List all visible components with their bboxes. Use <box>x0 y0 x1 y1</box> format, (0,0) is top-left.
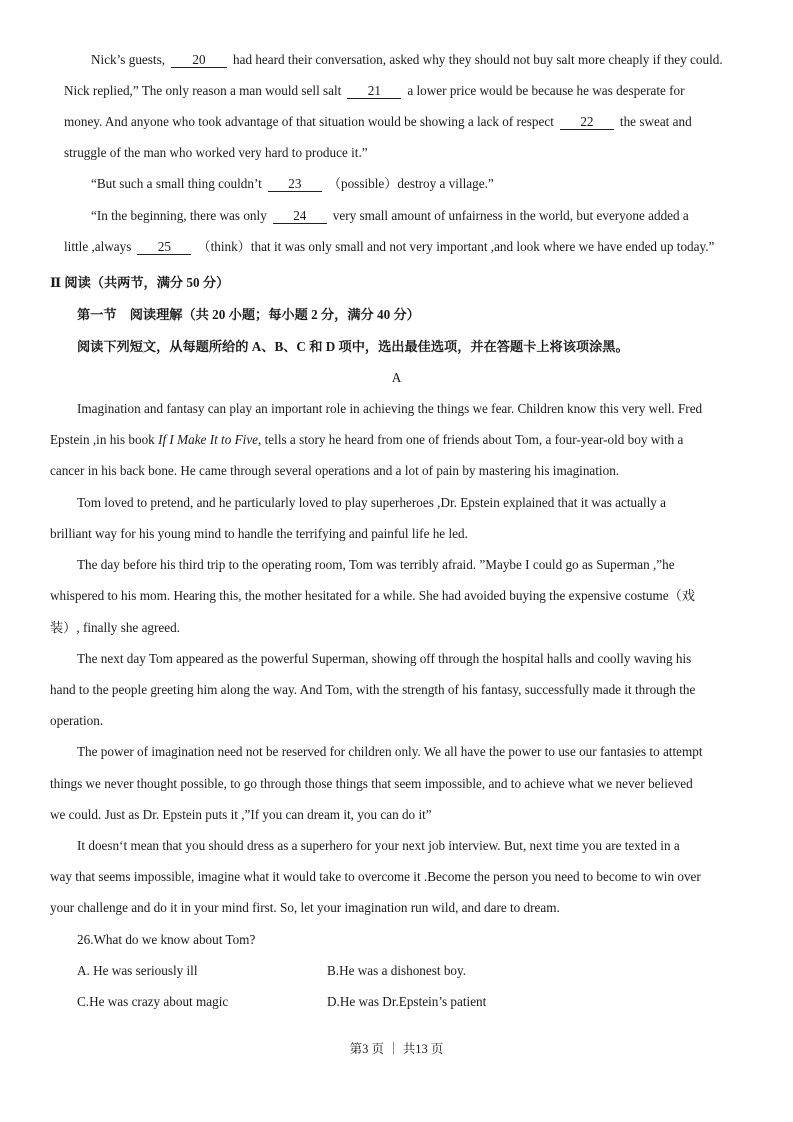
option-b: B.He was a dishonest boy. <box>327 963 467 978</box>
blank-21: 21 <box>347 83 401 99</box>
blank-20: 20 <box>171 52 227 68</box>
cloze-line-5: “But such a small thing couldn’t 23 （possible）destroy a village.” <box>91 176 494 191</box>
option-a: A. He was seriously ill <box>77 963 198 978</box>
passage-line: The power of imagination need not be reserved for children only. We all have the power to use our fantasies to attempt <box>77 744 703 759</box>
passage-line: The next day Tom appeared as the powerful Superman, showing off through the hospital halls and coolly waving his <box>77 651 692 666</box>
page-footer: 第3 页 ｜ 共13 页 <box>349 1042 444 1056</box>
passage-line: we could. Just as Dr. Epstein puts it ,”If you can dream it, you can do it” <box>50 807 432 822</box>
option-c: C.He was crazy about magic <box>77 994 229 1009</box>
passage-line: brilliant way for his young mind to handle the terrifying and painful life he led. <box>50 526 468 541</box>
passage-line: whispered to his mom. Hearing this, the mother hesitated for a while. She had avoided buying the expensive costume（戏 <box>50 588 695 603</box>
cloze-line-6: “In the beginning, there was only 24 very small amount of unfairness in the world, but everyone added a <box>91 208 689 223</box>
passage-line: It doesn‘t mean that you should dress as a superhero for your next job interview. But, next time you are texted in a <box>77 838 680 853</box>
passage-line: Imagination and fantasy can play an important role in achieving the things we fear. Children know this very well. Fred <box>77 401 703 416</box>
passage-line: Tom loved to pretend, and he particularly loved to play superheroes ,Dr. Epstein explained that it was actually a <box>77 495 667 510</box>
passage-line: The day before his third trip to the operating room, Tom was terribly afraid. ”Maybe I could go as Superman ,”he <box>77 557 675 572</box>
book-title: If I Make It to Five <box>158 432 259 447</box>
blank-25: 25 <box>137 239 191 255</box>
blank-22: 22 <box>560 114 614 130</box>
passage-line: operation. <box>50 713 104 728</box>
section-instruction: 阅读下列短文，从每题所给的 A、B、C 和 D 项中，选出最佳选项，并在答题卡上将该项涂黑。 <box>77 339 629 354</box>
cloze-line-4: struggle of the man who worked very hard to produce it.” <box>64 145 368 160</box>
cloze-line-3: money. And anyone who took advantage of that situation would be showing a lack of respect 22 the sweat and <box>64 114 692 129</box>
passage-line: things we never thought possible, to go through those things that seem impossible, and to achieve what we never believed <box>50 776 693 791</box>
passage-line: 装）, finally she agreed. <box>50 620 181 635</box>
passage-line: Epstein ,in his book If I Make It to Five, tells a story he heard from one of friends about Tom, a four-year-old boy with a <box>50 432 684 447</box>
passage-line: hand to the people greeting him along the way. And Tom, with the strength of his fantasy, successfully made it through the <box>50 682 696 697</box>
cloze-line-2: Nick replied,” The only reason a man would sell salt 21 a lower price would be because he was desperate for <box>64 83 685 98</box>
blank-23: 23 <box>268 176 322 192</box>
passage-label: A <box>391 370 402 385</box>
section-subtitle: 第一节 阅读理解（共 20 小题；每小题 2 分，满分 40 分） <box>77 307 420 322</box>
blank-24: 24 <box>273 208 327 224</box>
passage-line: cancer in his back bone. He came through several operations and a lot of pain by mastering his imagination. <box>50 463 620 478</box>
cloze-line-1: Nick’s guests, 20 had heard their conversation, asked why they should not buy salt more cheaply if they could. <box>91 52 723 67</box>
passage-line: way that seems impossible, imagine what it would take to overcome it .Become the person you need to become to win over <box>50 869 701 884</box>
question-stem: 26.What do we know about Tom? <box>77 932 256 947</box>
cloze-line-7: little ,always 25 （think）that it was only small and not very important ,and look where we have ended up today.” <box>64 239 715 254</box>
passage-line: your challenge and do it in your mind first. So, let your imagination run wild, and dare to dream. <box>50 900 560 915</box>
section-title: Ⅱ 阅读（共两节，满分 50 分） <box>50 275 230 290</box>
option-d: D.He was Dr.Epstein’s patient <box>327 994 487 1009</box>
